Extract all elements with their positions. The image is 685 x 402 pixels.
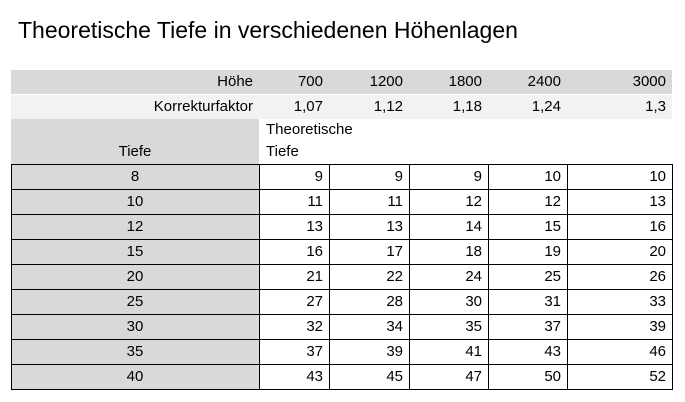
tiefe-cell: 15 <box>126 243 144 260</box>
theoretische-tiefe-cell: 18 <box>465 243 482 260</box>
theoretische-header-line2: Tiefe <box>266 143 299 160</box>
hoehe-value: 1200 <box>369 73 403 90</box>
theoretische-tiefe-cell: 15 <box>544 218 561 235</box>
hoehe-value: 2400 <box>527 73 561 90</box>
theoretische-tiefe-cell: 30 <box>465 293 482 310</box>
tiefe-cell: 35 <box>126 343 144 360</box>
theoretische-tiefe-cell: 47 <box>465 368 482 385</box>
theoretische-tiefe-cell: 11 <box>307 193 323 210</box>
theoretische-tiefe-cell: 9 <box>314 168 323 185</box>
korrektur-label: Korrekturfaktor <box>153 98 253 115</box>
hoehe-label: Höhe <box>217 73 253 90</box>
theoretische-tiefe-cell: 34 <box>386 318 403 335</box>
tiefe-header: Tiefe <box>118 143 152 160</box>
theoretische-header-line1: Theoretische <box>266 121 353 138</box>
grid-line <box>11 164 673 165</box>
theoretische-tiefe-cell: 43 <box>306 368 323 385</box>
hoehe-value: 3000 <box>632 73 666 90</box>
theoretische-tiefe-cell: 52 <box>649 368 666 385</box>
hoehe-value: 1800 <box>448 73 482 90</box>
grid-line <box>409 164 410 390</box>
grid-line <box>11 389 673 390</box>
theoretische-tiefe-cell: 10 <box>544 168 561 185</box>
korrektur-value: 1,24 <box>531 98 561 115</box>
grid-line <box>11 289 673 290</box>
theoretische-tiefe-cell: 45 <box>386 368 403 385</box>
tiefe-cell: 40 <box>126 368 144 385</box>
theoretische-tiefe-cell: 46 <box>649 343 666 360</box>
theoretische-tiefe-cell: 37 <box>544 318 561 335</box>
theoretische-tiefe-cell: 32 <box>306 318 323 335</box>
theoretische-tiefe-cell: 35 <box>465 318 482 335</box>
theoretische-tiefe-cell: 9 <box>394 168 403 185</box>
grid-line <box>11 239 673 240</box>
theoretische-tiefe-cell: 39 <box>386 343 403 360</box>
grid-line <box>11 339 673 340</box>
tiefe-cell: 10 <box>126 193 144 210</box>
page-title: Theoretische Tiefe in verschiedenen Höhenlagen <box>18 17 518 43</box>
korrektur-value: 1,12 <box>373 98 403 115</box>
theoretische-tiefe-cell: 22 <box>386 268 403 285</box>
theoretische-tiefe-cell: 14 <box>465 218 482 235</box>
theoretische-tiefe-cell: 50 <box>544 368 561 385</box>
theoretische-tiefe-cell: 20 <box>649 243 666 260</box>
theoretische-tiefe-cell: 13 <box>649 193 666 210</box>
grid-line <box>11 164 12 390</box>
grid-line <box>567 164 568 390</box>
theoretische-tiefe-cell: 26 <box>649 268 666 285</box>
tiefe-cell: 12 <box>126 218 144 235</box>
theoretische-tiefe-cell: 39 <box>649 318 666 335</box>
theoretische-tiefe-cell: 24 <box>465 268 482 285</box>
grid-line <box>11 264 673 265</box>
theoretische-tiefe-cell: 21 <box>306 268 323 285</box>
grid-line <box>11 314 673 315</box>
grid-line <box>259 164 260 390</box>
theoretische-tiefe-cell: 25 <box>544 268 561 285</box>
tiefe-cell: 8 <box>130 168 140 185</box>
grid-line <box>11 214 673 215</box>
theoretische-tiefe-cell: 11 <box>387 193 403 210</box>
grid-line <box>488 164 489 390</box>
theoretische-tiefe-cell: 41 <box>465 343 482 360</box>
theoretische-tiefe-cell: 28 <box>386 293 403 310</box>
theoretische-tiefe-cell: 16 <box>306 243 323 260</box>
theoretische-tiefe-cell: 43 <box>544 343 561 360</box>
grid-line <box>11 364 673 365</box>
theoretische-tiefe-cell: 31 <box>544 293 561 310</box>
grid-line <box>11 189 673 190</box>
tiefe-cell: 25 <box>126 293 144 310</box>
theoretische-tiefe-cell: 12 <box>465 193 482 210</box>
theoretische-tiefe-cell: 33 <box>649 293 666 310</box>
grid-line <box>672 164 673 390</box>
tiefe-cell: 30 <box>126 318 144 335</box>
hoehe-value: 700 <box>297 73 323 90</box>
theoretische-tiefe-cell: 17 <box>386 243 403 260</box>
theoretische-tiefe-cell: 27 <box>306 293 323 310</box>
grid-line <box>329 164 330 390</box>
tiefe-cell: 20 <box>126 268 144 285</box>
theoretische-tiefe-cell: 19 <box>544 243 561 260</box>
theoretische-tiefe-cell: 13 <box>306 218 323 235</box>
korrektur-value: 1,3 <box>645 98 666 115</box>
korrektur-value: 1,18 <box>452 98 482 115</box>
theoretische-tiefe-cell: 10 <box>649 168 666 185</box>
theoretische-tiefe-cell: 12 <box>544 193 561 210</box>
theoretische-tiefe-cell: 9 <box>473 168 482 185</box>
theoretische-tiefe-cell: 37 <box>306 343 323 360</box>
theoretische-tiefe-cell: 13 <box>386 218 403 235</box>
theoretische-tiefe-cell: 16 <box>649 218 666 235</box>
korrektur-value: 1,07 <box>293 98 323 115</box>
